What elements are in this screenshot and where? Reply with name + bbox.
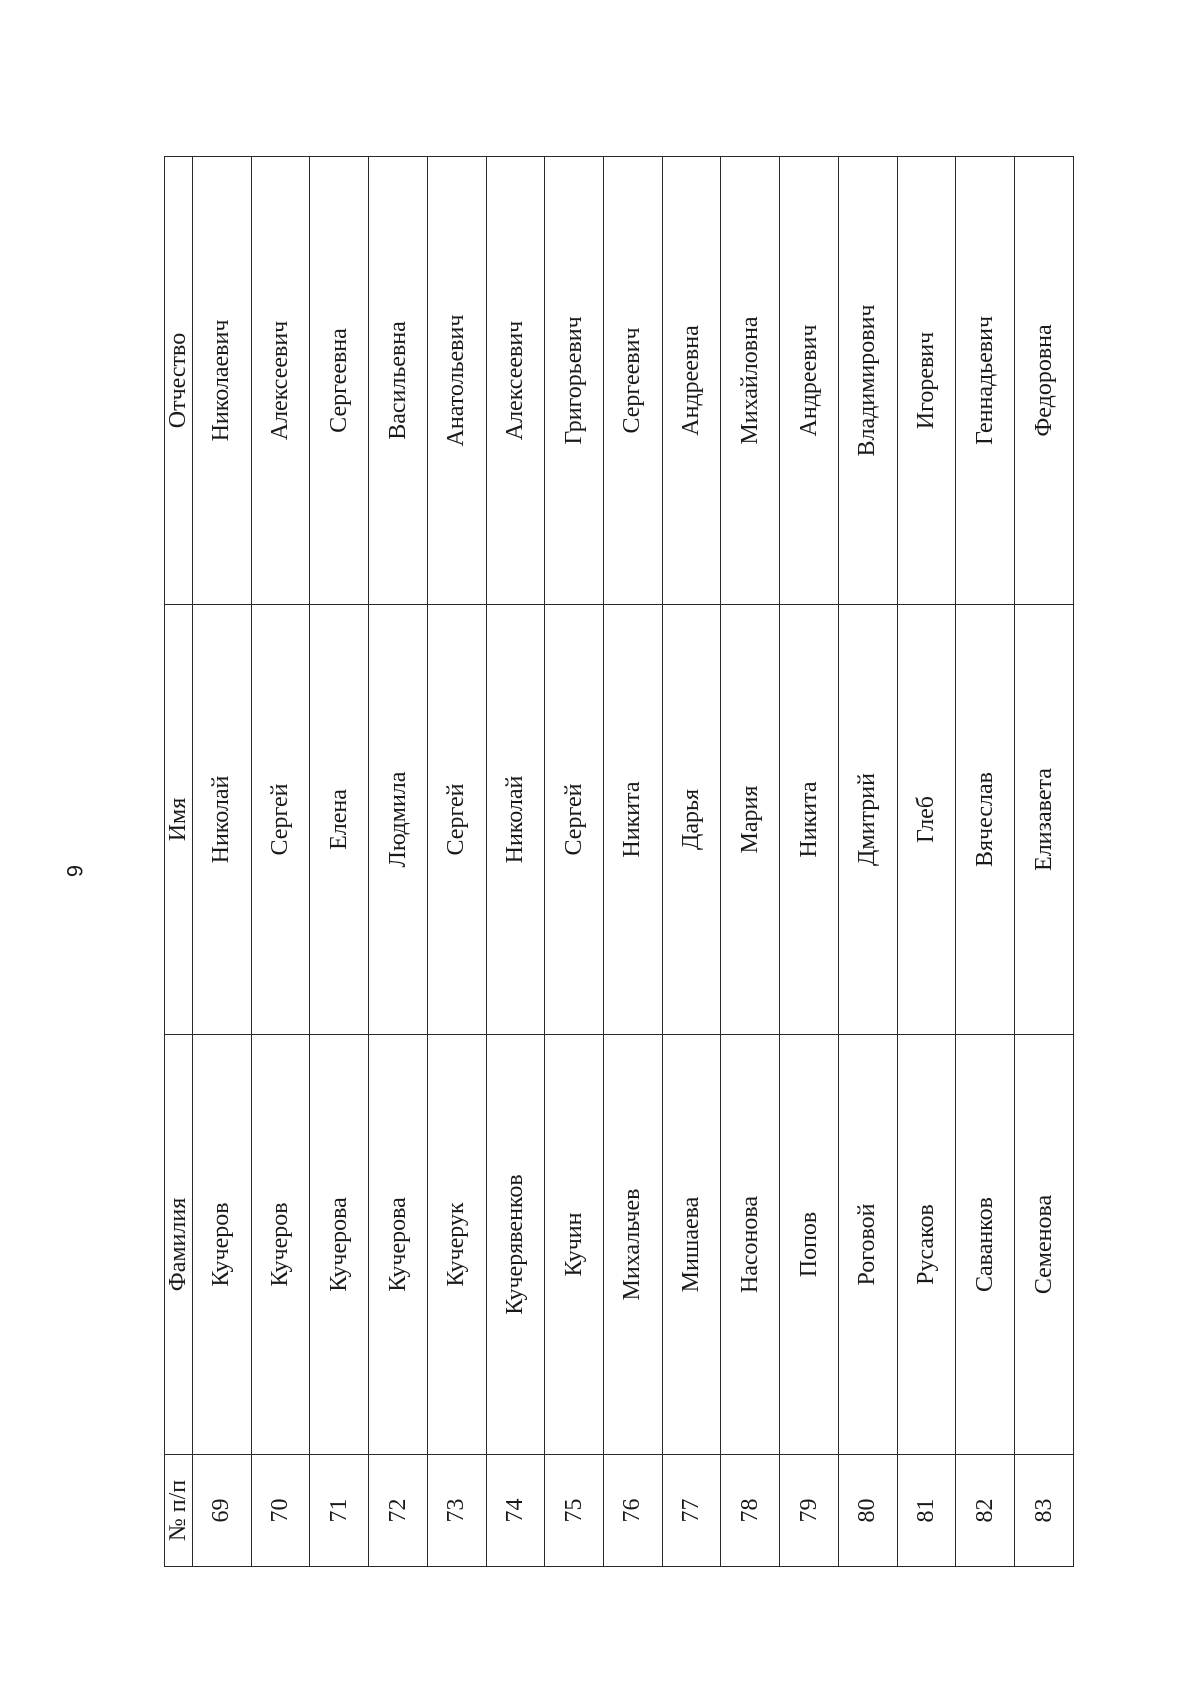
cell-patronymic: Андреевна [662,157,721,605]
cell-last-name: Роговой [838,1035,897,1455]
cell-patronymic: Григорьевич [545,157,604,605]
cell-num: 81 [897,1455,956,1567]
table-row [251,157,310,1567]
cell-first-name: Николай [193,605,252,1035]
cell-num: 77 [662,1455,721,1567]
cell-patronymic: Сергеевна [310,157,369,605]
roster-table-frame [164,157,1074,1567]
cell-last-name: Насонова [721,1035,780,1455]
cell-first-name: Дмитрий [838,605,897,1035]
cell-first-name: Глеб [897,605,956,1035]
cell-num: 72 [369,1455,428,1567]
table-row [838,157,897,1567]
table-row [310,157,369,1567]
page-number: 6 [62,864,88,878]
table-row [486,157,545,1567]
cell-last-name: Саванков [956,1035,1015,1455]
table-row [721,157,780,1567]
cell-first-name: Дарья [662,605,721,1035]
cell-num: 78 [721,1455,780,1567]
cell-num: 71 [310,1455,369,1567]
cell-num: 82 [956,1455,1015,1567]
cell-last-name: Кучерук [427,1035,486,1455]
table-row [780,157,839,1567]
cell-first-name: Сергей [427,605,486,1035]
roster-table [164,156,1074,1567]
header-patronymic: Отчество [165,157,193,605]
cell-first-name: Сергей [251,605,310,1035]
cell-first-name: Мария [721,605,780,1035]
cell-num: 75 [545,1455,604,1567]
cell-patronymic: Алексеевич [251,157,310,605]
cell-last-name: Кучерявенков [486,1035,545,1455]
cell-last-name: Кучеров [193,1035,252,1455]
cell-last-name: Мишаева [662,1035,721,1455]
cell-patronymic: Анатольевич [427,157,486,605]
cell-num: 80 [838,1455,897,1567]
cell-patronymic: Федоровна [1015,157,1074,605]
cell-num: 70 [251,1455,310,1567]
table-row [897,157,956,1567]
cell-patronymic: Андреевич [780,157,839,605]
cell-first-name: Елена [310,605,369,1035]
table-row [193,157,252,1567]
cell-last-name: Кучерова [310,1035,369,1455]
table-row [604,157,663,1567]
table-row [369,157,428,1567]
cell-num: 76 [604,1455,663,1567]
cell-last-name: Кучерова [369,1035,428,1455]
cell-last-name: Русаков [897,1035,956,1455]
table-body [193,157,1074,1567]
cell-patronymic: Владимирович [838,157,897,605]
cell-first-name: Никита [604,605,663,1035]
cell-last-name: Михальчев [604,1035,663,1455]
cell-first-name: Людмила [369,605,428,1035]
cell-patronymic: Геннадьевич [956,157,1015,605]
cell-first-name: Сергей [545,605,604,1035]
table-row [427,157,486,1567]
table-row [545,157,604,1567]
cell-first-name: Никита [780,605,839,1035]
cell-patronymic: Сергеевич [604,157,663,605]
cell-last-name: Попов [780,1035,839,1455]
cell-last-name: Семенова [1015,1035,1074,1455]
cell-first-name: Николай [486,605,545,1035]
cell-patronymic: Николаевич [193,157,252,605]
header-num: № п/п [165,1455,193,1567]
roster-table-rotated [164,157,1074,1567]
table-row [662,157,721,1567]
cell-num: 79 [780,1455,839,1567]
cell-num: 73 [427,1455,486,1567]
cell-patronymic: Игоревич [897,157,956,605]
header-first-name: Имя [165,605,193,1035]
header-last-name: Фамилия [165,1035,193,1455]
table-row [956,157,1015,1567]
cell-num: 74 [486,1455,545,1567]
cell-num: 69 [193,1455,252,1567]
cell-patronymic: Васильевна [369,157,428,605]
cell-patronymic: Алексеевич [486,157,545,605]
cell-first-name: Вячеслав [956,605,1015,1035]
table-header-row [165,157,193,1567]
cell-first-name: Елизавета [1015,605,1074,1035]
cell-last-name: Кучин [545,1035,604,1455]
table-row [1015,157,1074,1567]
cell-num: 83 [1015,1455,1074,1567]
cell-last-name: Кучеров [251,1035,310,1455]
cell-patronymic: Михайловна [721,157,780,605]
